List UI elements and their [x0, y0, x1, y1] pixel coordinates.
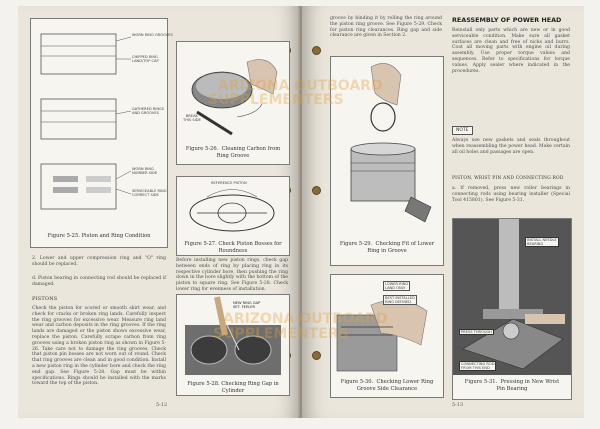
figure-5-31-caption: Figure 5-31. Pressing in New Wrist Pin Bearing — [464, 379, 560, 392]
binder-hole — [312, 46, 321, 55]
binder-hole — [312, 186, 321, 195]
watermark-line2: SUPPLEMENTERS — [208, 92, 344, 108]
label-serviceable-ring: SERVICEABLE RING CORRECT SIDE — [132, 189, 167, 197]
figure-5-31 — [452, 218, 572, 400]
paragraph-rings: 2. Lower and upper compression ring and "O" ring should be replaced. — [32, 256, 166, 267]
figure-5-28-caption: Figure 5-28. Checking Ring Gap in Cylinder — [187, 381, 279, 394]
watermark-line2: SUPPLEMENTERS — [213, 326, 349, 342]
piston-boss-illustration — [177, 177, 289, 239]
label-connecting-rod: CONNECTING ROD FROM THIS END — [461, 362, 495, 370]
section-pistons: PISTONS — [32, 296, 58, 302]
section-piston-wrist-pin: PISTON, WRIST PIN AND CONNECTING ROD — [452, 176, 564, 181]
label-lower-ring-land: LOWER RING LAND ONLY — [385, 282, 409, 290]
note-label: NOTE — [452, 126, 473, 135]
label-gathered-rings: GATHERED RINGS AND GROOVES — [132, 107, 165, 115]
figure-5-29-caption: Figure 5-29. Checking Fit of Lower Ring in Groove — [339, 241, 435, 254]
figure-5-30-caption: Figure 5-30. Checking Lower Ring Groove Side Clearance — [340, 379, 434, 392]
figure-5-25-caption: Figure 5-25. Piston and Ring Condition — [47, 233, 151, 239]
label-chipped-ring-land: CHIPPED RING LAND/TOP CAP — [132, 55, 159, 63]
label-best-installed-ring: BEST INSTALLED RING DEFINED — [385, 296, 415, 304]
watermark-line1: ARIZONA OUTBOARD — [223, 311, 388, 327]
label-install-needle-bearing: INSTALL NEEDLE BEARING — [527, 238, 557, 246]
page-number-left: 5-12 — [156, 402, 168, 408]
watermark-top-line2 — [208, 92, 344, 108]
label-worn-ring-side: WORN RING NUMBER SIDE — [132, 167, 158, 175]
figure-5-28 — [176, 294, 290, 396]
bearing-install-text: a. If removed, press new roller bearings in connecting rods using bearing installer (Special Tool 415801). See Figure 5-31. — [452, 186, 570, 203]
watermark-line1: ARIZONA OUTBOARD — [218, 78, 383, 94]
piston-ring-illustration — [31, 19, 167, 229]
binder-hole — [312, 351, 321, 360]
paragraph-bearing: d. Piston bearing in connecting rod should be replaced if damaged. — [32, 276, 166, 287]
label-press-through: PRESS THROUGH — [461, 330, 492, 334]
label-worn-ring-grooves: WORN RING GROOVES — [132, 33, 173, 37]
page-number-right: 5-13 — [452, 402, 464, 408]
figure-5-25 — [30, 18, 173, 248]
ring-fit-text: groove by binding it by rolling the ring around the piston ring groove. See Figure 5-29. Check for piston ring clearances. Ring gap and side clearance are given in Section 2. — [330, 16, 442, 39]
figure-5-27-caption: Figure 5-27. Check Piston Bosses for Roundness — [184, 241, 282, 254]
watermark-bottom-line2 — [213, 326, 349, 342]
watermark-bottom — [223, 311, 388, 327]
open-manual — [18, 6, 584, 418]
note-text: Always use new gaskets and seals throughout when reassembling the power head. Make certain all oil holes and passages are open. — [452, 138, 570, 155]
reassembly-text: Reinstall only parts which are new or in good serviceable condition. Make sure all gasket surfaces are clean and free of nicks and burrs. Coat all moving parts with engine oil during assembly. Use proper torque values and sequences. Refer to specifications for torque values. Apply sealer where indicated in the procedures. — [452, 28, 570, 74]
label-break-this-side: BREAK THIS SIDE — [183, 114, 201, 122]
label-new-ring-gap: NEW RING GAP SET. FEELER — [233, 301, 261, 309]
label-reference-piston: REFERENCE PISTON — [211, 181, 247, 185]
ring-gap-text: Before installing new piston rings, check gap between ends of ring by placing ring in its respective cylinder bore, then pushing the ring down in the bore slightly with the bottom of the piston to square ring. See Figure 5-28. Check lower ring for evenness of installation. — [176, 258, 288, 292]
left-page — [18, 6, 300, 418]
figure-5-27 — [176, 176, 290, 256]
pistons-body: Check the piston for scored or smooth skirt wear, and check for cracks or broken ring lands. Carefully inspect the ring grooves for excessive wear. Measure ring land wear and carbon deposits in the ring grooves. If the ring lands are damaged or the piston shows excessive wear, replace the piston. Carefully scrape carbon from ring grooves using a broken piston ring as shown in Figure 5-26. Take care not to damage the ring grooves. Check that piston pin bosses are not worn out of round. Check that ring grooves are clean and in good condition. Install a new piston ring in the cylinder bore and check the ring end gap. See Figure 5-28. Gap must be within specifications. Rings should be installed with the marks toward the top of the piston. — [32, 306, 166, 387]
section-heading: REASSEMBLY OF POWER HEAD — [452, 16, 562, 24]
figure-5-26-caption: Figure 5-26. Cleaning Carbon from Ring Groove — [185, 146, 281, 159]
right-page — [302, 6, 584, 418]
